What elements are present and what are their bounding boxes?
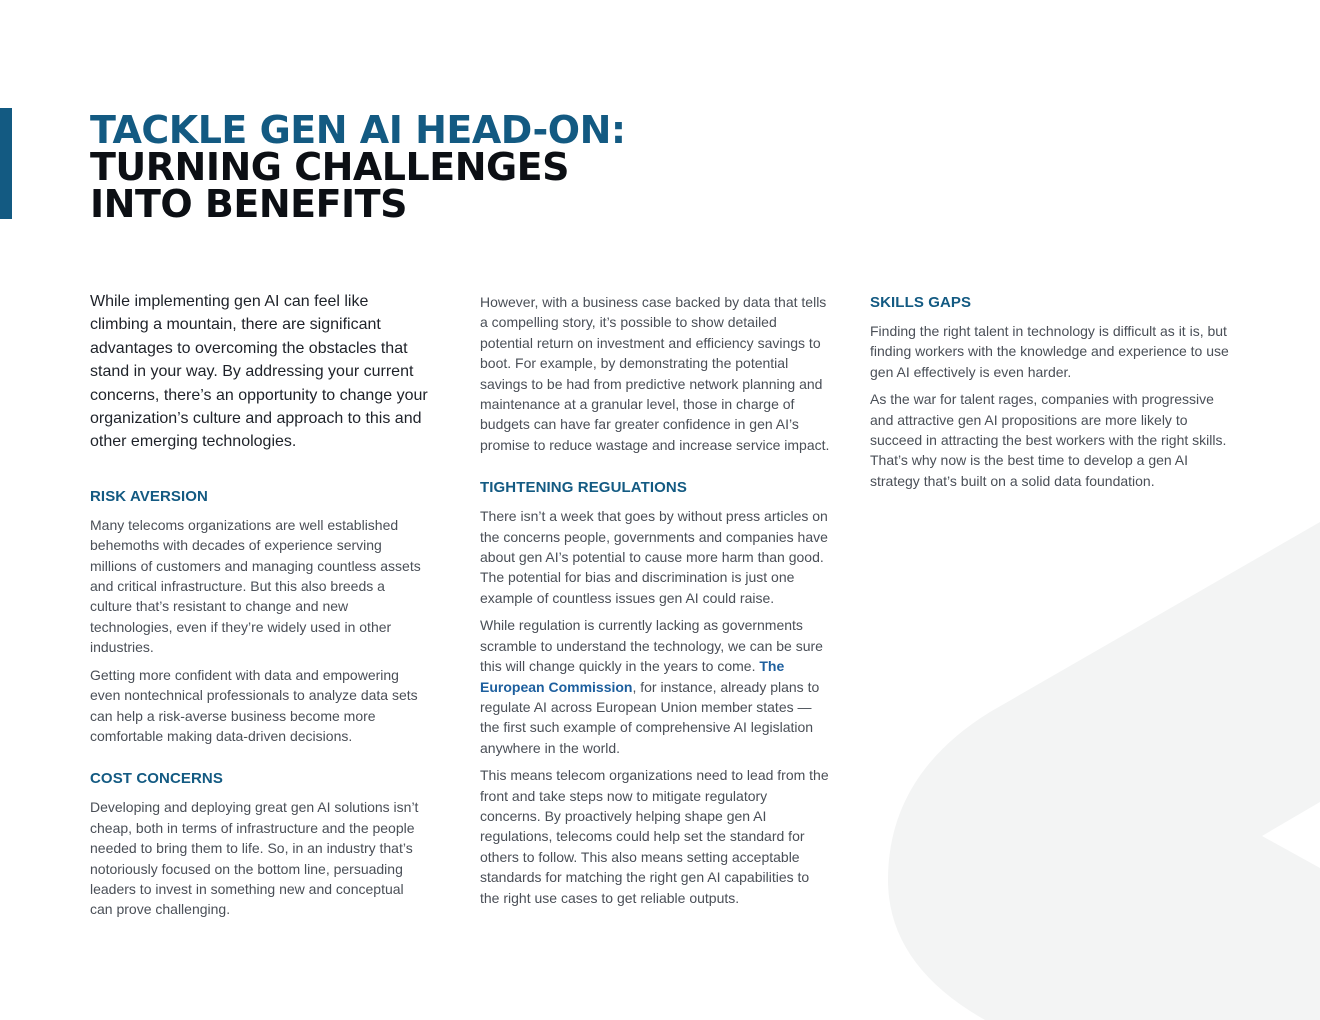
- business-case-paragraph: However, with a business case backed by data that tells a compelling story, it’s possible to show detailed potential return on investment and efficiency savings to boot. For example, by demonstrating the potential savings to be had from predictive network planning and maintenance at a granular level, those in charge of budgets can have far greater confidence in gen AI’s promise to reduce wastage and increase service impact.: [480, 294, 830, 453]
- risk-aversion-paragraph-1: Many telecoms organizations are well established behemoths with decades of experience serving millions of customers and managing countless assets and critical infrastructure. But this also breeds a culture that’s resistant to change and new technologies, even if they’re widely used in other industries.: [90, 516, 421, 656]
- regulations-paragraph-1: There isn’t a week that goes by without press articles on the concerns people, governments and companies have about gen AI’s potential to cause more harm than good. The potential for bias and discrimination is just one example of countless issues gen AI could raise.: [480, 508, 828, 606]
- column-right: [870, 290, 1240, 515]
- regulations-paragraph-3: This means telecom organizations need to lead from the front and take steps now to mitigate regulatory concerns. By proactively helping shape gen AI regulations, telecoms could help set the standard for others to follow. This also means setting acceptable standards for matching the right gen AI capabilities to the right use cases to get reliable outputs.: [480, 767, 829, 906]
- regulations-paragraph-2: [480, 615, 830, 758]
- section-heading-risk-aversion: RISK AVERSION: [90, 487, 208, 505]
- section-heading-cost-concerns: COST CONCERNS: [90, 770, 223, 788]
- cost-concerns-paragraph-1: Developing and deploying great gen AI solutions isn’t cheap, both in terms of infrastructure and the people needed to bring them to life. So, in an industry that’s notoriously focused on the bottom line, persuading leaders to invest in something new and conceptual can prove challenging.: [90, 799, 419, 918]
- european-commission-link[interactable]: The European Commission: [480, 658, 785, 695]
- section-cost-concerns: [90, 770, 430, 919]
- title-line-2: TURNING CHALLENGES: [90, 145, 570, 189]
- column-left: [90, 290, 430, 944]
- regulations-paragraph-2-text-after: , for instance, already plans to regulate AI across European Union member states — the first such example of comprehensive AI legislation anywhere in the world.: [480, 678, 820, 756]
- skills-gaps-paragraph-1: Finding the right talent in technology is difficult as it is, but finding workers with the knowledge and experience to use gen AI effectively is even harder.: [870, 323, 1229, 380]
- intro-paragraph: While implementing gen AI can feel like climbing a mountain, there are significant advantages to overcoming the obstacles that stand in your way. By addressing your current concerns, there’s an opportunity to change your organization’s culture and approach to this and other emerging technologies.: [90, 293, 428, 451]
- skills-gaps-paragraph-2: As the war for talent rages, companies with progressive and attractive gen AI propositions are more likely to succeed in attracting the best workers with the right skills. That’s why now is the best time to develop a gen AI strategy that’s built on a solid data foundation.: [870, 391, 1227, 489]
- section-tightening-regulations: [480, 479, 830, 908]
- risk-aversion-paragraph-2: Getting more confident with data and empowering even nontechnical professionals to analyze data sets can help a risk-averse business become more comfortable making data-driven decisions.: [90, 666, 418, 744]
- regulations-paragraph-2-text-before: While regulation is currently lacking as governments scramble to understand the technology, we can be sure this will change quickly in the years to come.: [480, 617, 823, 675]
- section-heading-tightening-regulations: TIGHTENING REGULATIONS: [480, 479, 687, 497]
- title-line-3: INTO BENEFITS: [90, 182, 407, 226]
- section-risk-aversion: [90, 488, 430, 746]
- section-heading-skills-gaps: SKILLS GAPS: [870, 294, 972, 311]
- column-middle: [480, 290, 830, 932]
- section-skills-gaps: [870, 294, 1240, 491]
- page-title: [90, 108, 626, 226]
- title-line-1: TACKLE GEN AI HEAD-ON:: [90, 108, 626, 152]
- section-business-case: [480, 292, 830, 455]
